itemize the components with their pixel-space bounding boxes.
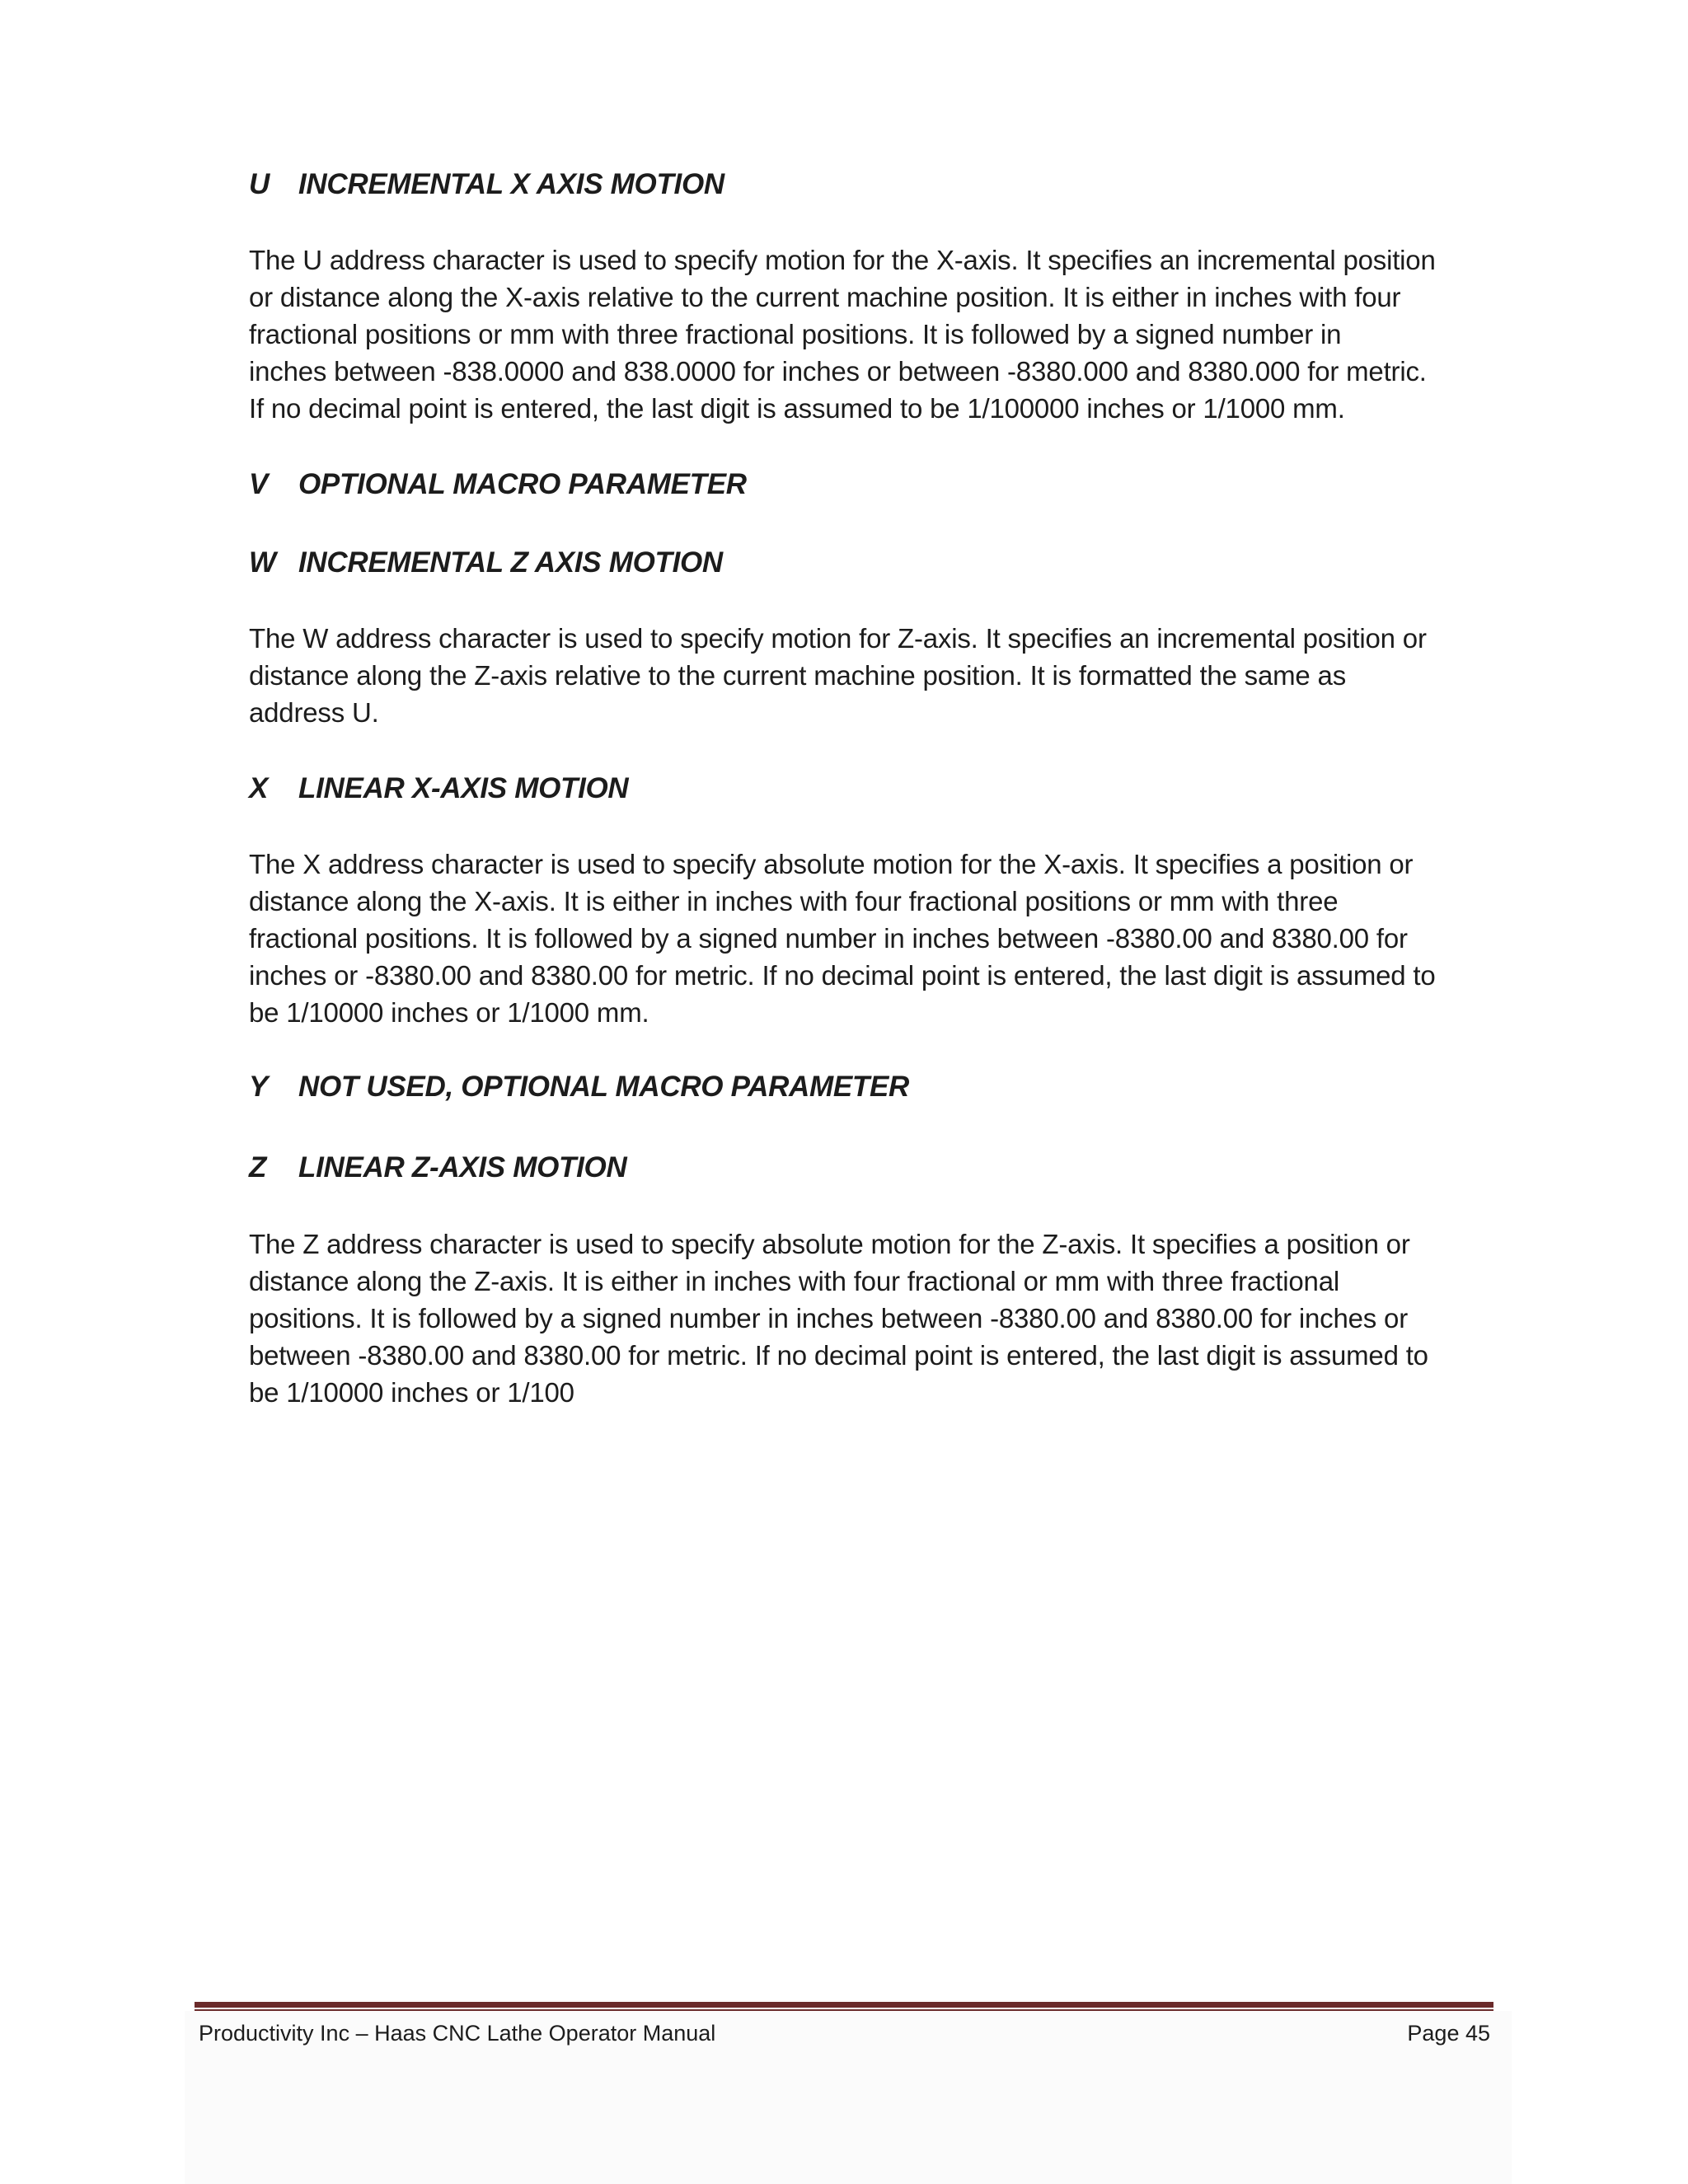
footer-divider xyxy=(195,2002,1493,2011)
body-line: between -8380.00 and 8380.00 for metric. If no decimal point is entered, the last digit is assumed to xyxy=(249,1340,1428,1371)
body-line: or distance along the X-axis relative to the current machine position. It is either in inches with four xyxy=(249,282,1401,312)
body-line: inches between -838.0000 and 838.0000 for inches or between -8380.000 and 8380.000 for metric. xyxy=(249,356,1427,387)
body-line: inches or -8380.00 and 8380.00 for metric. If no decimal point is entered, the last digit is assumed to xyxy=(249,960,1436,991)
footer-page-number: Page 45 xyxy=(1407,2021,1490,2046)
body-line: positions. It is followed by a signed number in inches between -8380.00 and 8380.00 for inches or xyxy=(249,1303,1408,1333)
body-line: If no decimal point is entered, the last digit is assumed to be 1/100000 inches or 1/1000 mm. xyxy=(249,393,1345,424)
section-heading-y xyxy=(249,1069,909,1105)
body-line: The W address character is used to specify motion for Z-axis. It specifies an incremental position or xyxy=(249,623,1427,654)
section-heading-z xyxy=(249,1150,626,1186)
body-line: The U address character is used to specify motion for the X-axis. It specifies an incremental position xyxy=(249,245,1436,275)
heading-title: INCREMENTAL Z AXIS MOTION xyxy=(298,546,723,579)
body-line: The X address character is used to specify absolute motion for the X-axis. It specifies a position or xyxy=(249,849,1414,879)
heading-title: INCREMENTAL X AXIS MOTION xyxy=(298,168,724,200)
heading-letter: X xyxy=(249,772,269,804)
body-line: The Z address character is used to specify absolute motion for the Z-axis. It specifies a position or xyxy=(249,1229,1410,1259)
body-line: distance along the Z-axis relative to the current machine position. It is formatted the same as xyxy=(249,660,1347,691)
section-heading-w xyxy=(249,545,723,581)
section-body-z xyxy=(249,1226,1502,1411)
footer-divider-thin-line xyxy=(195,2009,1493,2011)
heading-letter: V xyxy=(249,468,269,500)
body-line: fractional positions. It is followed by a signed number in inches between -8380.00 and 8380.00 for xyxy=(249,923,1408,954)
section-body-x xyxy=(249,846,1502,1031)
body-line: be 1/10000 inches or 1/100 xyxy=(249,1377,574,1408)
heading-title: NOT USED, OPTIONAL MACRO PARAMETER xyxy=(298,1071,910,1103)
body-line: be 1/10000 inches or 1/1000 mm. xyxy=(249,997,649,1028)
footer-divider-thick-line xyxy=(195,2002,1493,2008)
heading-title: OPTIONAL MACRO PARAMETER xyxy=(298,468,747,500)
heading-letter: U xyxy=(249,168,270,200)
body-line: distance along the Z-axis. It is either in inches with four fractional or mm with three fractional xyxy=(249,1266,1339,1296)
body-line: address U. xyxy=(249,697,379,728)
section-heading-x xyxy=(249,771,628,807)
section-body-w xyxy=(249,620,1502,731)
section-heading-v xyxy=(249,466,747,503)
heading-letter: Z xyxy=(249,1151,267,1183)
heading-letter: Y xyxy=(249,1071,269,1103)
body-line: distance along the X-axis. It is either in inches with four fractional positions or mm with three xyxy=(249,886,1339,916)
section-heading-u xyxy=(249,166,724,203)
heading-title: LINEAR X-AXIS MOTION xyxy=(298,772,629,804)
heading-title: LINEAR Z-AXIS MOTION xyxy=(298,1151,627,1183)
heading-letter: W xyxy=(249,546,276,579)
section-body-u xyxy=(249,241,1502,427)
body-line: fractional positions or mm with three fractional positions. It is followed by a signed number in xyxy=(249,319,1342,349)
footer-document-title: Productivity Inc – Haas CNC Lathe Operator Manual xyxy=(199,2021,716,2046)
